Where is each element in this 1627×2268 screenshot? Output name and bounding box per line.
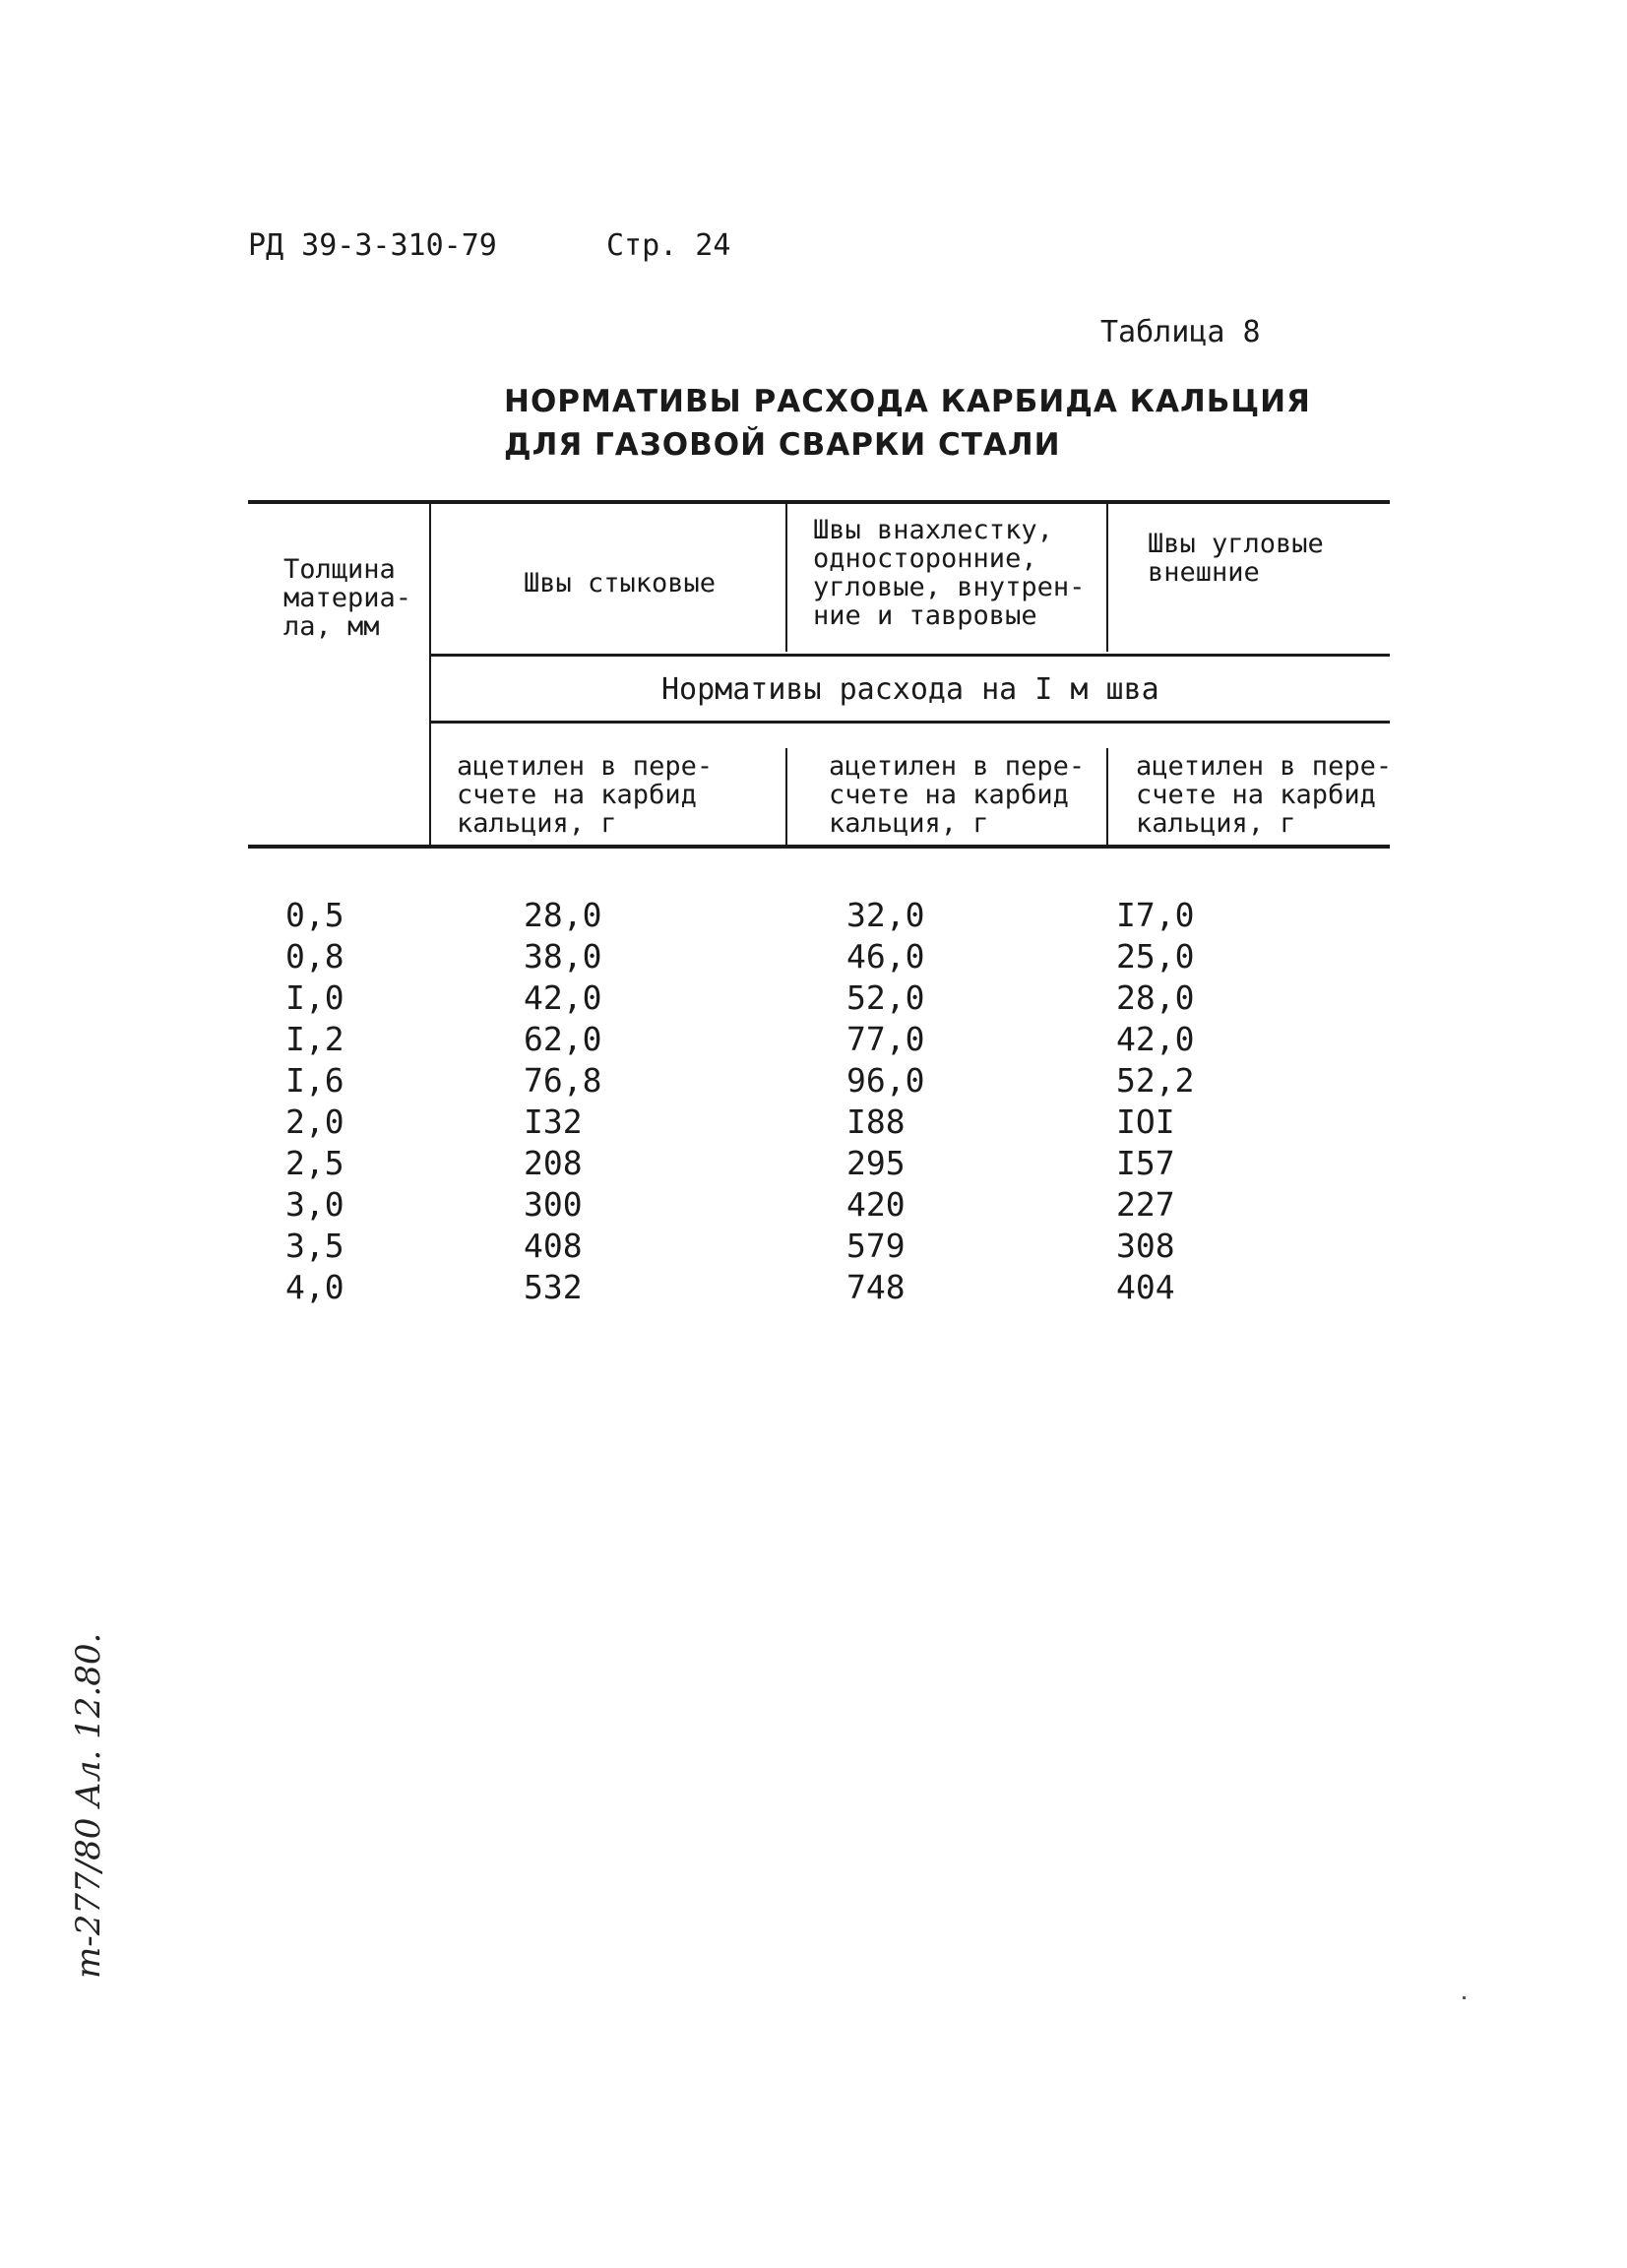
header-norms: Нормативы расхода на I м шва [661,672,1159,707]
table-title-line-1: НОРМАТИВЫ РАСХОДА КАРБИДА КАЛЬЦИЯ [504,384,1311,419]
header-thickness: Толщина материа- ла, мм [283,554,412,642]
cell-corner: 42,0 [1116,1020,1195,1058]
cell-thickness: 0,8 [285,937,344,976]
table-label: Таблица 8 [1100,315,1261,349]
cell-corner: 404 [1116,1268,1175,1306]
cell-lap: 748 [846,1268,906,1306]
subheader-lap: ацетилен в пере- счете на карбид кальция, г [829,751,1086,839]
cell-butt: I32 [524,1102,583,1141]
cell-thickness: I,2 [285,1020,344,1058]
cell-thickness: I,0 [285,978,344,1017]
subheader-corner: ацетилен в пере- счете на карбид кальция, г [1136,751,1393,839]
cell-butt: 38,0 [524,937,602,976]
cell-thickness: 3,5 [285,1227,344,1265]
cell-corner: 25,0 [1116,937,1195,976]
page-number: Стр. 24 [606,228,731,263]
column-divider-1 [429,504,431,845]
cell-lap: 96,0 [846,1061,925,1100]
cell-corner: I57 [1116,1144,1175,1182]
cell-corner: IOI [1116,1102,1175,1141]
subheader-butt: ацетилен в пере- счете на карбид кальция, г [457,751,714,839]
cell-corner: I7,0 [1116,896,1195,934]
cell-lap: 420 [846,1185,906,1224]
cell-butt: 28,0 [524,896,602,934]
document-code: РД 39-3-310-79 [248,228,497,263]
column-divider-4 [785,748,787,845]
cell-butt: 408 [524,1227,583,1265]
header-corner-seams: Швы угловые внешние [1148,529,1324,588]
cell-thickness: 3,0 [285,1185,344,1224]
cell-thickness: 2,5 [285,1144,344,1182]
table-title-line-2: ДЛЯ ГАЗОВОЙ СВАРКИ СТАЛИ [504,427,1061,463]
cell-butt: 208 [524,1144,583,1182]
cell-lap: 32,0 [846,896,925,934]
cell-butt: 62,0 [524,1020,602,1058]
norms-top-rule [429,654,1390,657]
header-butt-seams: Швы стыковые [524,568,717,598]
header-bottom-rule [248,845,1390,849]
cell-lap: 77,0 [846,1020,925,1058]
column-divider-5 [1106,748,1108,845]
column-divider-3 [1106,504,1108,652]
cell-butt: 532 [524,1268,583,1306]
cell-butt: 76,8 [524,1061,602,1100]
cell-lap: 46,0 [846,937,925,976]
cell-thickness: 4,0 [285,1268,344,1306]
cell-thickness: I,6 [285,1061,344,1100]
cell-thickness: 2,0 [285,1102,344,1141]
cell-butt: 42,0 [524,978,602,1017]
cell-corner: 52,2 [1116,1061,1195,1100]
cell-corner: 308 [1116,1227,1175,1265]
header-lap-seams: Швы внахлестку, односторонние, угловые, внутрен- ние и тавровые [813,515,1086,631]
column-divider-2 [785,504,787,652]
cell-butt: 300 [524,1185,583,1224]
cell-lap: 52,0 [846,978,925,1017]
cell-lap: 295 [846,1144,906,1182]
margin-handwritten-note: т-277/80 Ал. 12.80. [69,1632,108,1979]
cell-corner: 28,0 [1116,978,1195,1017]
cell-lap: 579 [846,1227,906,1265]
table-top-rule [248,500,1390,504]
norms-bottom-rule [429,721,1390,724]
cell-corner: 227 [1116,1185,1175,1224]
page-speck [1463,1996,1466,1999]
cell-thickness: 0,5 [285,896,344,934]
cell-lap: I88 [846,1102,906,1141]
